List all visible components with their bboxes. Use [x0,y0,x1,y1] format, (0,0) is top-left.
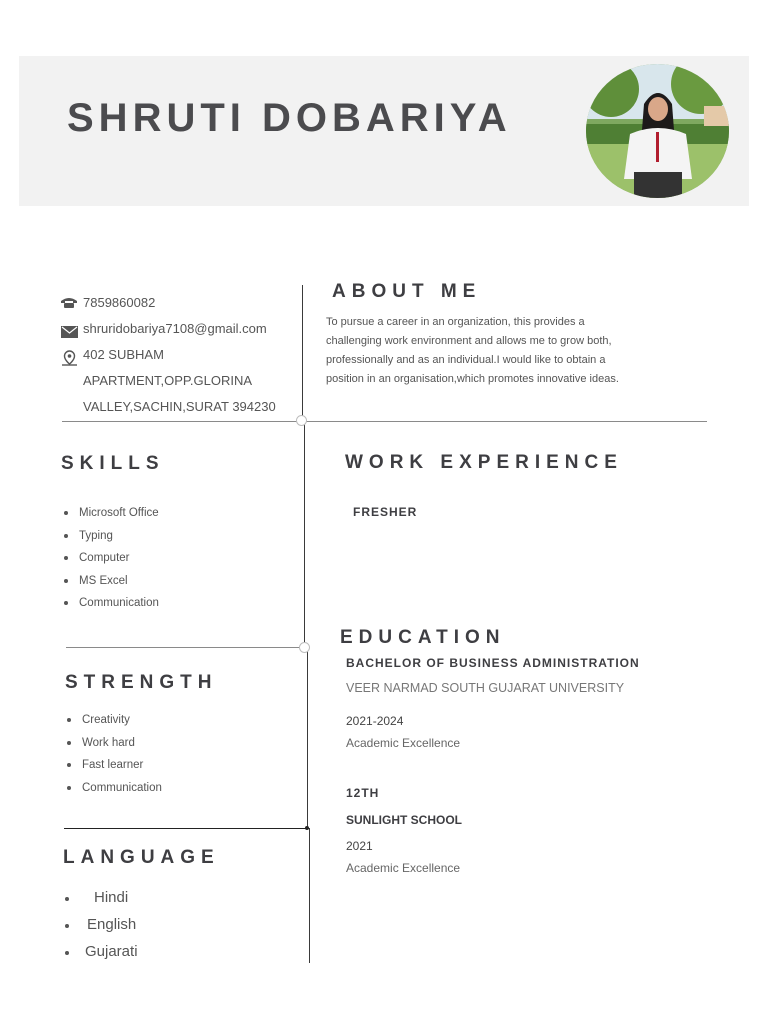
edu-degree: BACHELOR OF BUSINESS ADMINISTRATION [346,656,640,670]
about-text: To pursue a career in an organization, this provides a challenging work environment and allows me to grow both, professionally and as an individual.I would like to obtain a position in an organisation,which promotes innovative ideas. [326,316,619,385]
skill-item: MS Excel [62,570,159,593]
language-item: English [63,911,138,938]
mail-icon [61,326,78,338]
edu-degree: 12TH [346,786,380,800]
contact-email-row [60,316,300,342]
skills-heading: SKILLS [61,453,165,474]
vertical-divider-bottom [309,828,310,963]
strength-item: Communication [65,777,162,800]
edu-note: Academic Excellence [346,736,461,750]
contact-block [60,290,300,420]
skill-item: Microsoft Office [62,502,159,525]
divider-about [62,421,707,422]
candidate-name: SHRUTI DOBARIYA [67,96,512,140]
vertical-divider-lower [307,647,308,828]
language-heading: LANGUAGE [63,847,220,868]
profile-photo [586,64,729,198]
strength-heading: STRENGTH [65,672,218,693]
skills-list [62,502,159,615]
skill-item: Typing [62,525,159,548]
strength-item: Creativity [65,709,162,732]
edu-years: 2021-2024 [346,714,404,728]
language-list [63,884,138,965]
skill-item: Computer [62,547,159,570]
contact-phone-row [60,290,300,316]
phone-icon [60,297,78,309]
work-entry: FRESHER [353,505,418,519]
strength-list [65,709,162,799]
timeline-dot [305,826,309,830]
address-line: VALLEY,SACHIN,SURAT 394230 [83,399,276,414]
address-line: 402 SUBHAM [83,347,164,362]
email-address: shruridobariya7108@gmail.com [83,321,267,336]
language-item: Hindi [63,884,138,911]
strength-item: Fast learner [65,754,162,777]
timeline-node [299,642,310,653]
edu-years: 2021 [346,839,373,853]
divider-skills [66,647,304,648]
strength-item: Work hard [65,732,162,755]
skill-item: Communication [62,592,159,615]
edu-institution: SUNLIGHT SCHOOL [346,813,462,827]
edu-institution: VEER NARMAD SOUTH GUJARAT UNIVERSITY [346,681,625,695]
vertical-divider-top [302,285,303,421]
location-pin-icon [61,350,78,367]
vertical-divider-mid [304,421,305,647]
education-heading: EDUCATION [340,627,506,648]
edu-note: Academic Excellence [346,861,461,875]
address-line: APARTMENT,OPP.GLORINA [83,373,253,388]
about-heading: ABOUT ME [332,281,482,302]
contact-address-row [60,342,300,420]
language-item: Gujarati [63,938,138,965]
work-heading: WORK EXPERIENCE [345,452,623,473]
divider-strength [64,828,309,829]
phone-number: 7859860082 [83,295,156,310]
